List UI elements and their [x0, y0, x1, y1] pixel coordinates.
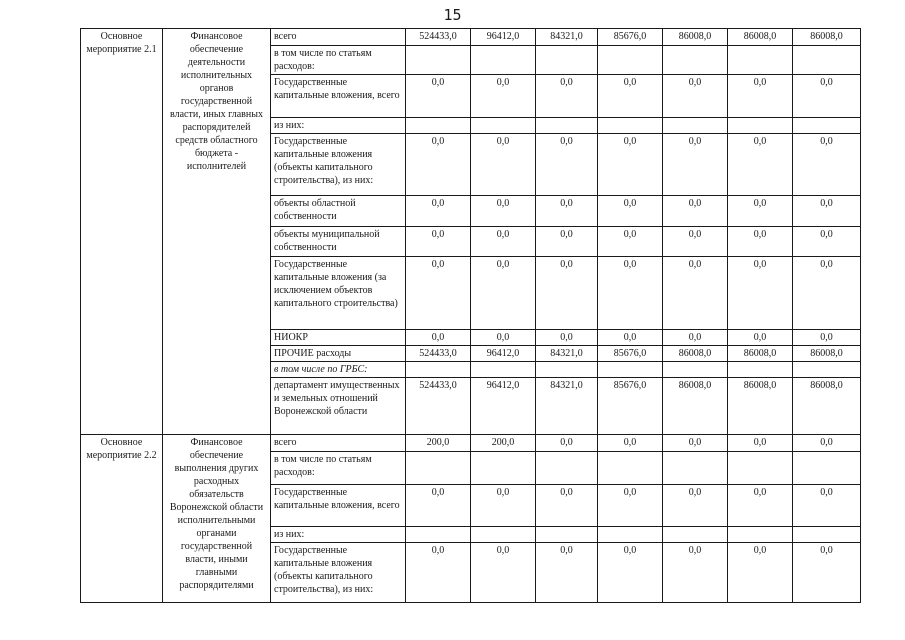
value-cell: 0,0	[663, 257, 728, 330]
value-cell: 85676,0	[598, 29, 663, 46]
value-cell: 0,0	[728, 435, 793, 452]
value-cell: 84321,0	[536, 346, 598, 362]
value-cell: 0,0	[598, 257, 663, 330]
value-cell: 0,0	[598, 330, 663, 346]
value-cell: 0,0	[598, 196, 663, 227]
expense-item-label: объекты муниципальной собственности	[271, 227, 406, 257]
empty-cell	[471, 118, 536, 134]
expense-item-label: всего	[271, 29, 406, 46]
value-cell: 0,0	[471, 196, 536, 227]
table-row	[81, 29, 861, 46]
value-cell: 0,0	[598, 134, 663, 196]
empty-cell	[728, 118, 793, 134]
value-cell: 0,0	[793, 543, 861, 603]
value-cell: 0,0	[471, 134, 536, 196]
value-cell: 0,0	[536, 227, 598, 257]
empty-cell	[471, 527, 536, 543]
empty-cell	[663, 118, 728, 134]
empty-cell	[598, 46, 663, 75]
value-cell: 524433,0	[406, 378, 471, 435]
value-cell: 0,0	[793, 134, 861, 196]
value-cell: 86008,0	[728, 346, 793, 362]
value-cell: 0,0	[793, 330, 861, 346]
value-cell: 85676,0	[598, 346, 663, 362]
value-cell: 0,0	[536, 330, 598, 346]
value-cell: 0,0	[598, 227, 663, 257]
value-cell: 0,0	[663, 75, 728, 118]
value-cell: 0,0	[663, 196, 728, 227]
empty-cell	[663, 46, 728, 75]
empty-cell	[406, 527, 471, 543]
value-cell: 0,0	[598, 435, 663, 452]
expense-item-label: объекты областной собственности	[271, 196, 406, 227]
expense-item-label: Государственные капитальные вложения (за исключением объектов капитального строительства)	[271, 257, 406, 330]
empty-cell	[793, 527, 861, 543]
value-cell: 0,0	[406, 543, 471, 603]
expense-item-label: ПРОЧИЕ расходы	[271, 346, 406, 362]
expense-item-label: всего	[271, 435, 406, 452]
value-cell: 0,0	[406, 196, 471, 227]
empty-cell	[728, 452, 793, 485]
value-cell: 0,0	[728, 227, 793, 257]
value-cell: 0,0	[406, 227, 471, 257]
value-cell: 85676,0	[598, 378, 663, 435]
empty-cell	[793, 452, 861, 485]
expense-item-label: из них:	[271, 527, 406, 543]
value-cell: 0,0	[536, 196, 598, 227]
value-cell: 0,0	[728, 257, 793, 330]
value-cell: 0,0	[406, 485, 471, 527]
expense-item-label: Государственные капитальные вложения, всего	[271, 75, 406, 118]
value-cell: 0,0	[728, 134, 793, 196]
value-cell: 0,0	[536, 485, 598, 527]
value-cell: 0,0	[471, 330, 536, 346]
organization-cell: Финансовое обеспечение деятельности исполнительных органов государственной власти, иных главных распорядителей средств областного бюджета - исполнителей	[163, 29, 271, 435]
value-cell: 0,0	[663, 134, 728, 196]
value-cell: 86008,0	[663, 378, 728, 435]
empty-cell	[536, 362, 598, 378]
expense-item-label: Государственные капитальные вложения (объекты капитального строительства), из них:	[271, 134, 406, 196]
value-cell: 0,0	[406, 75, 471, 118]
value-cell: 0,0	[598, 75, 663, 118]
value-cell: 86008,0	[793, 29, 861, 46]
value-cell: 0,0	[663, 435, 728, 452]
value-cell: 0,0	[728, 75, 793, 118]
empty-cell	[663, 362, 728, 378]
value-cell: 524433,0	[406, 346, 471, 362]
value-cell: 200,0	[406, 435, 471, 452]
empty-cell	[406, 452, 471, 485]
value-cell: 96412,0	[471, 29, 536, 46]
empty-cell	[598, 362, 663, 378]
empty-cell	[536, 527, 598, 543]
empty-cell	[728, 527, 793, 543]
value-cell: 0,0	[406, 134, 471, 196]
value-cell: 0,0	[536, 75, 598, 118]
value-cell: 0,0	[663, 330, 728, 346]
value-cell: 86008,0	[663, 29, 728, 46]
value-cell: 0,0	[728, 485, 793, 527]
empty-cell	[793, 118, 861, 134]
measure-name-cell: Основное мероприятие 2.2	[81, 435, 163, 603]
expense-item-label: в том числе по статьям расходов:	[271, 452, 406, 485]
value-cell: 84321,0	[536, 29, 598, 46]
empty-cell	[728, 362, 793, 378]
value-cell: 86008,0	[793, 346, 861, 362]
expense-item-label: НИОКР	[271, 330, 406, 346]
value-cell: 86008,0	[728, 378, 793, 435]
measure-name-cell: Основное мероприятие 2.1	[81, 29, 163, 435]
value-cell: 0,0	[728, 330, 793, 346]
value-cell: 0,0	[536, 257, 598, 330]
value-cell: 0,0	[793, 196, 861, 227]
value-cell: 0,0	[663, 485, 728, 527]
empty-cell	[536, 118, 598, 134]
value-cell: 84321,0	[536, 378, 598, 435]
value-cell: 86008,0	[793, 378, 861, 435]
value-cell: 0,0	[598, 543, 663, 603]
value-cell: 0,0	[793, 75, 861, 118]
expense-item-label: в том числе по ГРБС:	[271, 362, 406, 378]
value-cell: 0,0	[793, 227, 861, 257]
value-cell: 86008,0	[728, 29, 793, 46]
empty-cell	[471, 362, 536, 378]
value-cell: 0,0	[793, 485, 861, 527]
organization-cell: Финансовое обеспечение выполнения других расходных обязательств Воронежской области исполнительными органами государственной власти, иными главными распорядителями	[163, 435, 271, 603]
empty-cell	[663, 452, 728, 485]
value-cell: 96412,0	[471, 378, 536, 435]
table-body	[81, 29, 861, 603]
value-cell: 0,0	[471, 543, 536, 603]
value-cell: 0,0	[536, 543, 598, 603]
value-cell: 0,0	[728, 543, 793, 603]
empty-cell	[471, 452, 536, 485]
value-cell: 0,0	[793, 435, 861, 452]
value-cell: 524433,0	[406, 29, 471, 46]
value-cell: 0,0	[536, 435, 598, 452]
empty-cell	[536, 452, 598, 485]
value-cell: 0,0	[536, 134, 598, 196]
value-cell: 0,0	[406, 257, 471, 330]
expense-item-label: из них:	[271, 118, 406, 134]
value-cell: 0,0	[663, 543, 728, 603]
empty-cell	[406, 362, 471, 378]
value-cell: 0,0	[598, 485, 663, 527]
empty-cell	[793, 362, 861, 378]
value-cell: 96412,0	[471, 346, 536, 362]
value-cell: 86008,0	[663, 346, 728, 362]
value-cell: 0,0	[406, 330, 471, 346]
empty-cell	[536, 46, 598, 75]
page-number: 15	[443, 6, 462, 24]
expense-item-label: Государственные капитальные вложения, всего	[271, 485, 406, 527]
value-cell: 0,0	[793, 257, 861, 330]
empty-cell	[406, 118, 471, 134]
value-cell: 0,0	[663, 227, 728, 257]
value-cell: 0,0	[471, 227, 536, 257]
budget-table	[80, 28, 861, 603]
expense-item-label: департамент имущественных и земельных отношений Воронежской области	[271, 378, 406, 435]
empty-cell	[663, 527, 728, 543]
value-cell: 0,0	[728, 196, 793, 227]
expense-item-label: в том числе по статьям расходов:	[271, 46, 406, 75]
empty-cell	[598, 118, 663, 134]
expense-item-label: Государственные капитальные вложения (объекты капитального строительства), из них:	[271, 543, 406, 603]
value-cell: 0,0	[471, 75, 536, 118]
empty-cell	[471, 46, 536, 75]
empty-cell	[793, 46, 861, 75]
value-cell: 0,0	[471, 257, 536, 330]
table-row	[81, 435, 861, 452]
empty-cell	[598, 452, 663, 485]
empty-cell	[406, 46, 471, 75]
empty-cell	[728, 46, 793, 75]
value-cell: 200,0	[471, 435, 536, 452]
value-cell: 0,0	[471, 485, 536, 527]
empty-cell	[598, 527, 663, 543]
